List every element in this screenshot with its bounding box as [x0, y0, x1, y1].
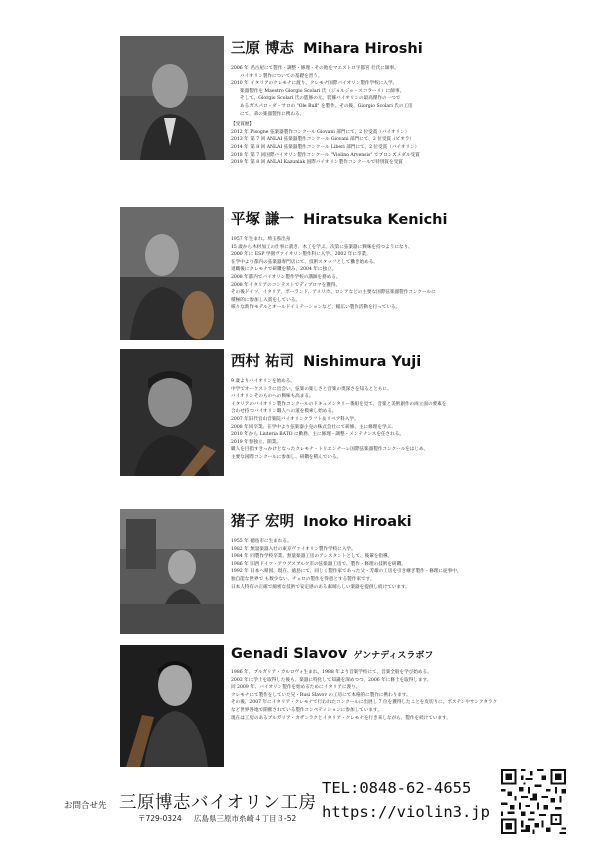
bio-line: など世界各地で開催されている製作コンペティションに参加しています。	[231, 707, 382, 713]
bio-line: クレモナにて製作をしていた兄・Rusi Slavov の工房にて本格的に製作に携わります。	[231, 692, 411, 698]
bio-line: 独自能な世界で も数少ない、チェロの製作を得意とする製作家です。	[231, 576, 375, 582]
portrait-photo-icon	[120, 645, 224, 767]
qr-code-icon	[501, 769, 566, 834]
maker-name-jp: 西村 祐司	[231, 354, 295, 370]
award-line: 2019 年 第 8 回 ANLAI Kazunlak 国際バイオリン製作コンクールで特別賞を受賞	[231, 160, 403, 166]
award-line: 2014 年 第 8 回 ANLAI 弦楽器製作コンクール Liberi 部門にて、2 位受賞（バイオリン）	[231, 144, 420, 150]
bio-line: 積極的に参加し入賞をしている。	[231, 297, 300, 303]
maker-name-kana: ゲンナディスラボフ	[353, 651, 434, 661]
bio-line: 1982 年 無量楽器入社の東京ヴァイオリン製作学校に入学。	[231, 546, 356, 552]
maker-name-row	[231, 208, 601, 229]
maker-name-jp: 猪子 宏明	[231, 514, 295, 530]
maker-name-en: Mihara Hiroshi	[303, 41, 423, 57]
maker-name-row	[231, 37, 601, 58]
maker-name-en: Hiratsuka Kenichi	[303, 212, 448, 228]
awards-heading: 【受賞歴】	[231, 122, 254, 128]
bio-line: 楽器製作を Maestro Giorgio Scolari 氏（ジョルジョ・スコラーリ）に師事。	[240, 88, 405, 94]
bio-line: 2008 年イタリアのコンテストでディプロマを獲得。	[231, 282, 341, 288]
bio-line: 在学中より都内の弦楽器専門店にて、技術スタッフとして働き始める。	[231, 259, 378, 265]
bio-line: 2000 年に ESP 学園ヴァイオリン製作科に入学、2002 年に卒業。	[231, 252, 371, 258]
bio-line: そして、Giorgio Scolari 氏の監修の元、装飾バイオリンの最高傑作の一つで	[240, 96, 401, 102]
bio-line: 合わせ持つバイオリン職人への道を模索し始める。	[231, 409, 337, 415]
phone-number: TEL:0848-62-4655	[322, 779, 472, 797]
maker-name-jp: 平塚 謙一	[231, 212, 295, 228]
portrait-photo-icon	[120, 509, 224, 634]
bio-line: にて、弟の楽器製作に携わる。	[240, 111, 305, 117]
portrait-photo-icon	[120, 349, 224, 476]
bio-line: 退職後にクレモナで研鑽を積み、2004 年に独立。	[231, 267, 337, 273]
bio-line: 1957 年生まれ。埼玉県出身	[231, 237, 291, 242]
bio-line: 職人を目指すきっかけとなったクレモナ・トリエンナーレ国際弦楽器製作コンクールをはじめ、	[231, 447, 428, 453]
bio-line: 日本人特有の正確で綿密な技術で安定感のある素晴らしい楽器を提供し続けています。	[231, 584, 410, 590]
maker-name-row	[231, 646, 601, 662]
portrait-photo-icon	[120, 207, 224, 340]
studio-name: 三原博志バイオリン工房	[119, 793, 317, 813]
bio-line: 同 2009 年、バイオリン製作を始めるためにイタリアに渡り、	[231, 685, 361, 691]
bio-line: 1992 年 日本へ帰国、現在、徳島にて、同じく製作家であった父・芳雄の工房を引き継ぎ製作・修理に従事中。	[231, 569, 462, 575]
award-line: 2013 年 第 7 回 ANLAI 弦楽器製作コンクール Giovani 部門にて、2 位受賞（ビオラ）	[231, 137, 415, 143]
bio-line: 1955 年 徳島市に生まれる。	[231, 539, 292, 544]
bio-line: 1986 年、ブルガリア・カルロヴォ生まれ。1988 年より音楽学校にて、音楽全般を学び始める。	[231, 670, 432, 675]
bio-line: 2008 年同卒業。在学中より弦楽器小売の株式会社にて研修、主に修理を学ぶ。	[231, 424, 396, 430]
award-line: 2018 年 第 7 回国際バイオリン製作コンクール "Violino Arvensis" でブロンズメダル受賞	[231, 152, 420, 158]
maker-bio	[231, 65, 601, 167]
maker-bio	[231, 378, 601, 462]
photo-slavov	[120, 645, 224, 767]
website-url: https://violin3.jp	[322, 803, 490, 821]
bio-line: 2010 年 イタリアのクレモナに渡り、クレモナ国際バイオリン製作学校に入学。	[231, 81, 398, 87]
bio-line: 2006 年 名古屋にて製作・調整・修理・その他をマエストロ宇都宮 壮氏に師事。	[231, 66, 399, 71]
maker-bio	[231, 538, 601, 591]
postal-code: 〒729-0324	[138, 814, 182, 823]
maker-inoko	[231, 510, 601, 591]
maker-mihara	[231, 37, 601, 167]
photo-nishimura	[120, 349, 224, 476]
portrait-photo-icon	[120, 36, 224, 160]
bio-line: 2019 年春独立、開業。	[231, 439, 281, 445]
bio-line: その後、2007 年にイタリア・クレモナで行われたコンクールに出展し 7 位を獲得したことを皮切りに、ボステンやサンクタラク	[231, 700, 498, 706]
maker-name-row	[231, 350, 601, 371]
street-address: 広島県三原市糸崎４丁目３-52	[194, 814, 297, 823]
bio-line: 1984 年 同製作学校卒業、無量楽器工房のアシスタントとして、後輩を指導。	[231, 554, 393, 560]
bio-line: あるガスパロ・ダ・サロの "Ole Bull" を製作。その後、Giorgio Scolari 氏の工房	[240, 103, 413, 109]
bio-line: 2010 年から Liuteria BATO に勤務、主に修理・調整・メンテナンスを任される。	[231, 432, 404, 438]
photo-inoko	[120, 509, 224, 634]
bio-line: その後ドイツ、イタリア、ポーランド、アメリカ、ロシアなどの主要な国際弦楽器製作コンクールに	[231, 290, 436, 296]
award-line: 2012 年 Pisogne 弦楽器製作コンクール Giovani 部門にて、2 位受賞（バイオリン）	[231, 129, 410, 135]
bio-line: 2008 年都内でバイオリン製作学校の講師を務める。	[231, 274, 341, 280]
maker-hiratsuka	[231, 208, 601, 312]
maker-name-en: Nishimura Yuji	[303, 354, 422, 370]
maker-bio	[231, 236, 601, 312]
bio-line: 2003 年に学士を取得した後も、楽器に特化して知識を深めつつ、2006 年に修士を取得します。	[231, 677, 432, 683]
maker-name-row	[231, 510, 601, 531]
contact-label: お問合せ先	[64, 801, 107, 811]
maker-bio	[231, 669, 601, 722]
maker-name-jp: 三原 博志	[231, 41, 295, 57]
bio-line: イタリアのバイオリン製作コンクールのドキュメンタリー番組を見て、音楽と美術創作の両立面の要素を	[231, 401, 447, 407]
bio-line: 現在は工房のあるブルガリア・カザンラクとイタリア・クレモナを行き来しながら、製作を続けています。	[231, 715, 451, 721]
bio-line: 主要な国際コンクールに参加し、研鑽を積んでいる。	[231, 454, 342, 460]
maker-slavov	[231, 646, 601, 722]
bio-line: 15 歳から木材加工の仕事に就き、木工を学ぶ。次第に弦楽器に興味を持つようになり、	[231, 244, 413, 250]
maker-name-en: Inoko Hiroaki	[303, 514, 412, 530]
bio-line: 1986 年 旧西ドイツ・アウグスブルク市の弦楽器工房で、製作・修理の技術を研鑽。	[231, 561, 406, 567]
bio-line: バイオリンそのものへの興味も高まる。	[231, 394, 314, 400]
bio-line: 9 歳よりバイオリンを始める。	[231, 379, 295, 384]
bio-line: 様々な新作モデルとオールドイミテーションなど、幅広い製作活動を行っている。	[231, 305, 401, 311]
studio-address	[138, 813, 296, 824]
maker-name-en: Genadi Slavov	[231, 646, 348, 662]
maker-nishimura	[231, 350, 601, 462]
photo-mihara	[120, 36, 224, 160]
photo-hiratsuka	[120, 207, 224, 340]
bio-line: バイオリン製作についての基礎を習う。	[240, 73, 323, 79]
bio-line: 2007 年旧代官山音楽院バイオリンクラフト＆リペア科入学。	[231, 416, 359, 422]
bio-line: 中学でオーケストラに出会い、弦楽の楽しさと音楽の奥深さを知るとともに、	[231, 386, 392, 392]
